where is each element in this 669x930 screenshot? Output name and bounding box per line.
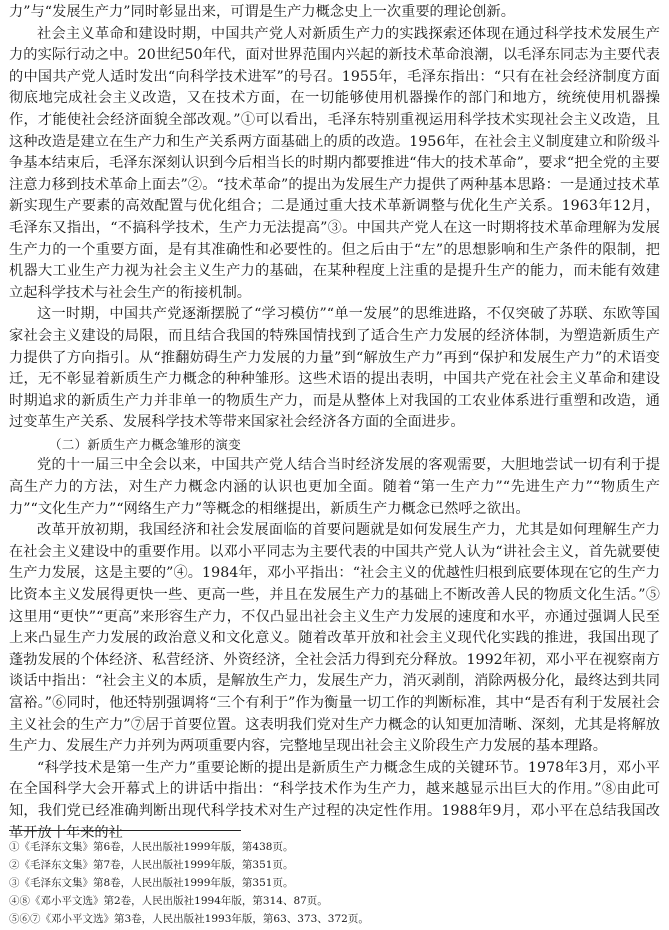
paragraph-4: 党的十一届三中全会以来，中国共产党人结合当时经济发展的客观需要，大胆地尝试一切有利于提高生产力的方法，对生产力概念内涵的认识也更加全面。随着“第一生产力”“先进生产力”“物质生产力”“文化生产力”“网络生产力”等概念的相继提出，新质生产力概念已然呼之欲出。: [9, 457, 660, 517]
paragraph-6: “科学技术是第一生产力”重要论断的提出是新质生产力概念生成的关键环节。1978年3月，邓小平在全国科学大会开幕式上的讲话中指出：“科学技术作为生产力，越来越显示出巨大的作用。”⑧由此可知，我们党已经准确判断出现代科学技术对生产过程的决定性作用。1988年9月，邓小平在总结我国改革开放十年来的社: [9, 759, 660, 841]
paragraph-1: 力”与“发展生产力”同时彰显出来，可谓是生产力概念史上一次重要的理论创新。: [9, 4, 515, 20]
footnote: ①《毛泽东文集》第6卷，人民出版社1999年版，第438页。: [9, 841, 294, 853]
paragraph-2: 社会主义革命和建设时期，中国共产党人对新质生产力的实践探索还体现在通过科学技术发展生产力的实际行动之中。20世纪50年代，面对世界范围内兴起的新技术革命浪潮，以毛泽东同志为主要代表的中国共产党人适时发出“向科学技术进军”的号召。1955年，毛泽东指出：“只有在社会经济制度方面彻底地完成社会主义改造，又在技术方面，在一切能够使用机器操作的部门和地方，统统使用机器操作，才能使社会经济面貌全部改观。”①可以看出，毛泽东特别重视运用科学技术实现社会主义改造，且这种改造是建立在生产力和生产关系两方面基础上的质的改造。1956年，在社会主义制度建立和阶级斗争基本结束后，毛泽东深刻认识到今后相当长的时期内都要推进“伟大的技术革命”，要求“把全党的主要注意力移到技术革命上面去”②。“技术革命”的提出为发展生产力提供了两种基本思路：一是通过技术革新实现生产要素的高效配置与优化组合；二是通过重大技术革新调整与优化生产关系。1963年12月，毛泽东又指出，“不搞科学技术，生产力无法提高”③。中国共产党人在这一时期将技术革命理解为发展生产力的一个重要方面，是有其准确性和必要性的。但之后由于“左”的思想影响和生产条件的限制，把机器大工业生产力视为社会主义生产力的基础，在某种程度上注重的是提升生产的能力，而未能有效建立起科学技术与社会生产的衔接机制。: [9, 25, 660, 301]
paragraph-5: 改革开放初期，我国经济和社会发展面临的首要问题就是如何发展生产力，尤其是如何理解生产力在社会主义建设中的重要作用。以邓小平同志为主要代表的中国共产党人认为“讲社会主义，首先就要使生产力发展，这是主要的”④。1984年，邓小平指出：“社会主义的优越性归根到底要体现在它的生产力比资本主义发展得更快一些、更高一些，并且在发展生产力的基础上不断改善人民的物质文化生活。”⑤这里用“更快”“更高”来形容生产力，不仅凸显出社会主义生产力发展的速度和水平，亦通过强调人民至上来凸显生产力发展的政治意义和文化意义。随着改革开放和社会主义现代化实践的推进，我国出现了蓬勃发展的个体经济、私营经济、外资经济，全社会活力得到充分释放。1992年初，邓小平在视察南方谈话中指出：“社会主义的本质，是解放生产力，发展生产力，消灭剥削，消除两极分化，最终达到共同富裕。”⑥同时，他还特别强调将“三个有利于”作为衡量一切工作的判断标准，其中“是否有利于发展社会主义社会的生产力”⑦居于首要位置。这表明我们党对生产力概念的认知更加清晰、深刻，尤其是将解放生产力、发展生产力并列为两项重要内容，完整地呈现出社会主义阶段生产力发展的基本理路。: [9, 522, 660, 755]
footnote: ④⑧《邓小平文选》第2卷，人民出版社1994年版，第314、87页。: [9, 895, 328, 907]
body-text: [9, 2, 660, 844]
section-heading: （二）新质生产力概念雏形的演变: [49, 436, 242, 452]
footnote-divider: [9, 830, 241, 831]
footnotes: [9, 838, 659, 928]
footnote: ③《毛泽东文集》第8卷，人民出版社1999年版，第351页。: [9, 877, 294, 889]
paragraph-3: 这一时期，中国共产党逐渐摆脱了“学习模仿”“单一发展”的思维进路，不仅突破了苏联、东欧等国家社会主义建设的局限，而且结合我国的特殊国情找到了适合生产力发展的经济体制，为塑造新质生产力提供了方向指引。从“推翻妨碍生产力发展的力量”到“解放生产力”再到“保护和发展生产力”的术语变迁，无不彰显着新质生产力概念的种种雏形。这些术语的提出表明，中国共产党在社会主义革命和建设时期追求的新质生产力并非单一的物质生产力，而是从整体上对我国的工农业体系进行重塑和改造，通过变革生产关系、发展科学技术等带来国家社会经济各方面的全面进步。: [9, 306, 660, 431]
footnote: ②《毛泽东文集》第7卷，人民出版社1999年版，第351页。: [9, 859, 294, 871]
footnote: ⑤⑥⑦《邓小平文选》第3卷，人民出版社1993年版，第63、373、372页。: [9, 913, 369, 925]
